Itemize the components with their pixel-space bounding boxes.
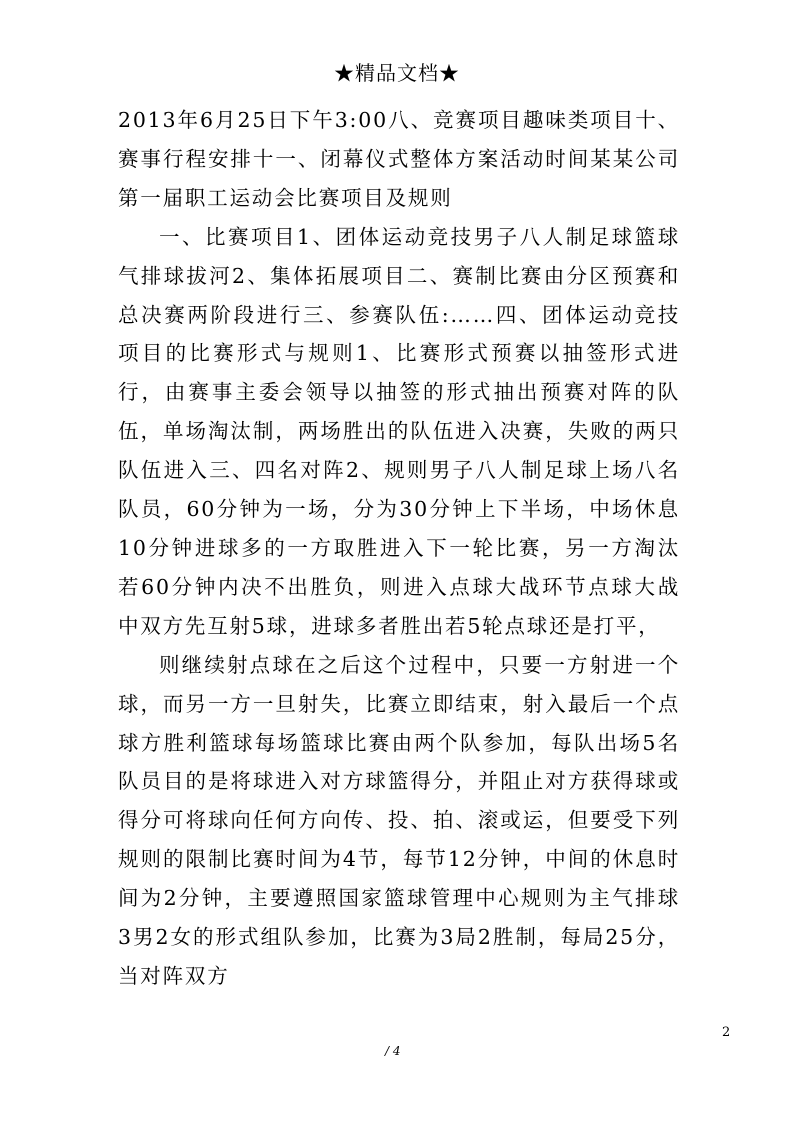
page-number: 2 [722,1025,731,1040]
paragraph-1: 2013年6月25日下午3:00八、竞赛项目趣味类项目十、赛事行程安排十一、闭幕仪式整体方案活动时间某某公司第一届职工运动会比赛项目及规则 [118,108,680,210]
page-header-title: ★精品文档★ [334,61,460,85]
paragraph-2: 一、比赛项目1、团体运动竞技男子八人制足球篮球气排球拔河2、集体拓展项目二、赛制比赛由分区预赛和总决赛两阶段进行三、参赛队伍:……四、团体运动竞技项目的比赛形式与规则1、比赛形式预赛以抽签形式进行，由赛事主委会领导以抽签的形式抽出预赛对阵的队伍，单场淘汰制，两场胜出的队伍进入决赛，失败的两只队伍进入三、四名对阵2、规则男子八人制足球上场八名队员，60分钟为一场，分为30分钟上下半场，中场休息10分钟进球多的一方取胜进入下一轮比赛，另一方淘汰若60分钟内决不出胜负，则进入点球大战环节点球大战中双方先互射5球，进球多者胜出若5轮点球还是打平， [118,224,680,638]
paragraph-3: 则继续射点球在之后这个过程中，只要一方射进一个球，而另一方一旦射失，比赛立即结束，射入最后一个点球方胜利篮球每场篮球比赛由两个队参加，每队出场5名队员目的是将球进入对方球篮得分，并阻止对方获得球或得分可将球向任何方向传、投、拍、滚或运，但要受下列规则的限制比赛时间为4节，每节12分钟，中间的休息时间为2分钟，主要遵照国家篮球管理中心规则为主气排球3男2女的形式组队参加，比赛为3局2胜制，每局25分，当对阵双方 [118,652,680,988]
page-total: / 4 [385,1044,401,1058]
document-body [118,101,680,996]
